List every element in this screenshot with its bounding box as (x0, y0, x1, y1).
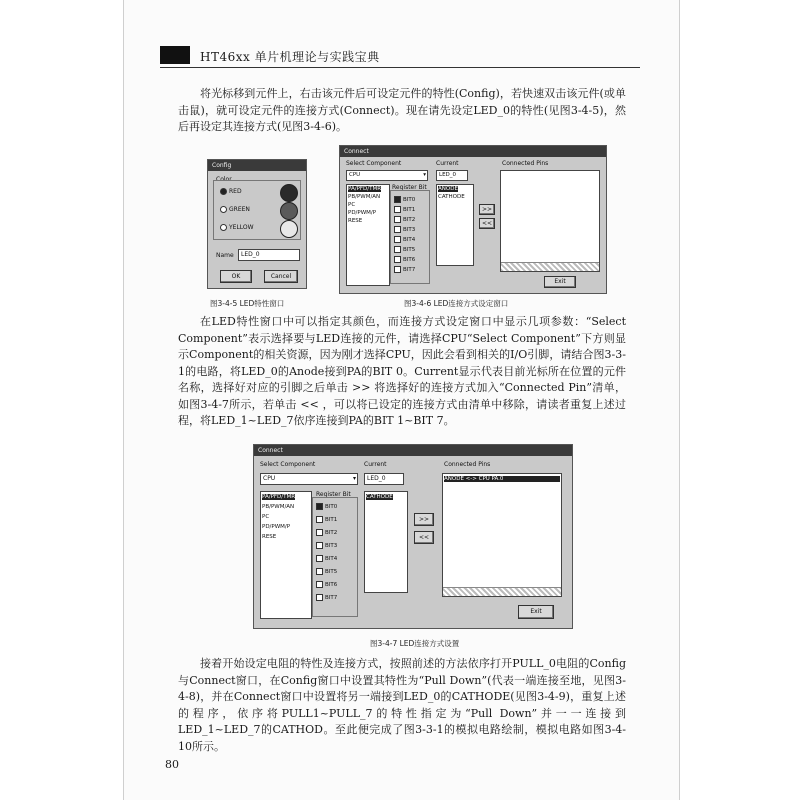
list-item[interactable]: PA/PFD/TMR (262, 494, 296, 500)
checkbox-bit7-box (316, 594, 323, 601)
checkbox-bit5-box (394, 246, 401, 253)
radio-red-indicator (220, 188, 227, 195)
ok-button[interactable]: OK (220, 270, 252, 283)
connect-dialog-large (253, 444, 573, 629)
radio-yellow[interactable] (220, 224, 254, 231)
header-rule (160, 67, 640, 68)
checkbox-bit1-label: BIT1 (403, 207, 416, 213)
component-select[interactable] (260, 473, 358, 485)
checkbox-bit2-box (394, 216, 401, 223)
remove-button[interactable]: << (414, 531, 434, 544)
add-button[interactable]: >> (479, 204, 495, 215)
add-button[interactable]: >> (414, 513, 434, 526)
checkbox-bit1-label: BIT1 (325, 517, 338, 523)
list-item[interactable]: PD/PWM/P (262, 524, 291, 530)
checkbox-bit6-label: BIT6 (403, 257, 416, 263)
cancel-button[interactable]: Cancel (264, 270, 298, 283)
checkbox-bit3-label: BIT3 (325, 543, 338, 549)
paragraph-2: 在LED特性窗口中可以指定其颜色，而连接方式设定窗口中显示几项参数：“Select Component”表示选择要与LED连接的元件，请选择CPU“Select Component”下方则显示Component的相关资源，因为刚才选择CPU，因此会看到相关的I/O引脚，请结合图3-3-1的电路，将LED_0的Anode接到PA的BIT 0。Current显示代表目前光标所在位置的元件名称，选择好对应的引脚之后单击 >> 将选择好的连接方式加入“Connected Pin”清单，如图3-4-7所示，若单击 << ，可以将已设定的连接方式由清单中移除，请读者重复上述过程，将LED_1~LED_7依序连接到PA的BIT 1~BIT 7。 (178, 315, 626, 427)
list-item[interactable]: RESE (348, 218, 363, 224)
exit-button[interactable]: Exit (518, 605, 554, 619)
checkbox-bit4-label: BIT4 (325, 556, 338, 562)
checkbox-bit5[interactable] (316, 568, 337, 575)
checkbox-bit3[interactable] (316, 542, 337, 549)
checkbox-bit0-label: BIT0 (325, 504, 338, 510)
radio-red[interactable] (220, 188, 242, 195)
checkbox-bit3-box (316, 542, 323, 549)
connect-small-title: Connect (340, 146, 606, 157)
component-list[interactable] (346, 184, 390, 286)
name-field-value: LED_0 (241, 251, 260, 258)
checkbox-bit0-box (316, 503, 323, 510)
config-title: Config (208, 160, 306, 171)
component-list[interactable] (260, 491, 312, 619)
checkbox-bit3-label: BIT3 (403, 227, 416, 233)
connected-pins-label: Connected Pins (502, 160, 549, 167)
select-component-label: Select Component (346, 160, 402, 167)
radio-green-label: GREEN (229, 206, 250, 213)
paragraph-1: 将光标移到元件上，右击该元件后可设定元件的特性(Config)，若快速双击该元件(或单击鼠)，就可设定元件的连接方式(Connect)。现在请先设定LED_0的特性(见图3-4-5)，然后再设定其连接方式(见图3-4-6)。 (178, 87, 626, 133)
config-dialog (207, 159, 307, 289)
list-item[interactable]: PD/PWM/P (348, 210, 377, 216)
current-label: Current (436, 160, 459, 167)
connect-dialog-small (339, 145, 607, 294)
remove-button[interactable]: << (479, 218, 495, 229)
checkbox-bit1-box (316, 516, 323, 523)
checkbox-bit5-box (316, 568, 323, 575)
color-group-label: Color (216, 176, 232, 183)
list-item[interactable]: PA/PFD/TMR (348, 186, 382, 192)
list-item[interactable]: ANODE (438, 186, 458, 192)
red-swatch (280, 184, 298, 202)
checkbox-bit7[interactable] (316, 594, 337, 601)
checkbox-bit0[interactable] (394, 196, 415, 203)
checkbox-bit2-label: BIT2 (403, 217, 416, 223)
checkbox-bit6-box (394, 256, 401, 263)
checkbox-bit6[interactable] (394, 256, 415, 263)
list-scrollbar[interactable] (501, 262, 599, 271)
caption-fig-3-4-6: 图3-4-6 LED连接方式设定窗口 (404, 299, 509, 308)
current-field-value: LED_0 (439, 172, 457, 178)
header-block (160, 46, 190, 64)
checkbox-bit4[interactable] (316, 555, 337, 562)
checkbox-bit2-label: BIT2 (325, 530, 338, 536)
checkbox-bit0[interactable] (316, 503, 337, 510)
list-item[interactable]: PC (348, 202, 356, 208)
checkbox-bit6-label: BIT6 (325, 582, 338, 588)
checkbox-bit0-label: BIT0 (403, 197, 416, 203)
current-list[interactable] (436, 184, 474, 266)
current-field (364, 473, 404, 485)
connected-pins-list[interactable] (500, 170, 600, 272)
checkbox-bit7-box (394, 266, 401, 273)
connected-pins-label: Connected Pins (444, 461, 491, 468)
checkbox-bit3-box (394, 226, 401, 233)
checkbox-bit6-box (316, 581, 323, 588)
component-select[interactable] (346, 170, 428, 181)
checkbox-bit4-label: BIT4 (403, 237, 416, 243)
exit-button[interactable]: Exit (544, 276, 576, 288)
checkbox-bit5-label: BIT5 (325, 569, 338, 575)
checkbox-bit5-label: BIT5 (403, 247, 416, 253)
checkbox-bit2-box (316, 529, 323, 536)
checkbox-bit7-label: BIT7 (325, 595, 338, 601)
radio-green[interactable] (220, 206, 250, 213)
radio-red-label: RED (229, 188, 242, 195)
list-item[interactable]: CATHODE (438, 194, 465, 200)
list-item[interactable]: CATHODE (366, 494, 393, 500)
running-header: HT46xx 单片机理论与实践宝典 (200, 50, 380, 64)
list-item[interactable]: RESE (262, 534, 277, 540)
connected-pins-list[interactable] (442, 473, 562, 597)
current-field-value: LED_0 (367, 475, 386, 482)
component-select-value: CPU (263, 475, 276, 482)
list-item[interactable]: PB/PWM/AN (262, 504, 295, 510)
checkbox-bit0-box (394, 196, 401, 203)
list-item[interactable]: PB/PWM/AN (348, 194, 381, 200)
yellow-swatch (280, 220, 298, 238)
radio-yellow-indicator (220, 224, 227, 231)
radio-yellow-label: YELLOW (229, 224, 254, 231)
current-list[interactable] (364, 491, 408, 593)
list-item[interactable]: PC (262, 514, 270, 520)
page-number: 80 (165, 758, 179, 771)
chevron-down-icon: ▾ (423, 172, 426, 178)
green-swatch (280, 202, 298, 220)
connect-large-title: Connect (254, 445, 572, 456)
component-select-value: CPU (349, 172, 361, 178)
list-scrollbar[interactable] (443, 587, 561, 596)
checkbox-bit7-label: BIT7 (403, 267, 416, 273)
select-component-label: Select Component (260, 461, 316, 468)
checkbox-bit7[interactable] (394, 266, 415, 273)
checkbox-bit1[interactable] (394, 206, 415, 213)
caption-fig-3-4-7: 图3-4-7 LED连接方式设置 (370, 639, 460, 648)
paragraph-3: 接着开始设定电阻的特性及连接方式，按照前述的方法依序打开PULL_0电阻的Config与Connect窗口，在Config窗口中设置其特性为“Pull Down”(代表一端连接至地，见图3-4-8)，并在Connect窗口中设置将另一端接到LED_0的CATHODE(见图3-4-9)，重复上述的程序，依序将PULL1~PULL_7的特性指定为“Pull Down”并一一连接到LED_1~LED_7的CATHOD。至此便完成了图3-3-1的模拟电路绘制，模拟电路如图3-4-10所示。 (178, 657, 626, 753)
checkbox-bit5[interactable] (394, 246, 415, 253)
name-label: Name (216, 252, 234, 259)
checkbox-bit4-box (316, 555, 323, 562)
current-label: Current (364, 461, 387, 468)
checkbox-bit4-box (394, 236, 401, 243)
checkbox-bit1[interactable] (316, 516, 337, 523)
checkbox-bit2[interactable] (316, 529, 337, 536)
checkbox-bit4[interactable] (394, 236, 415, 243)
name-field[interactable] (238, 249, 300, 261)
checkbox-bit2[interactable] (394, 216, 415, 223)
radio-green-indicator (220, 206, 227, 213)
register-bit-label: Register Bit (316, 491, 351, 498)
register-bit-label: Register Bit (392, 184, 427, 191)
caption-fig-3-4-5: 图3-4-5 LED特性窗口 (210, 299, 285, 308)
checkbox-bit6[interactable] (316, 581, 337, 588)
current-field (436, 170, 468, 181)
checkbox-bit3[interactable] (394, 226, 415, 233)
checkbox-bit1-box (394, 206, 401, 213)
list-item[interactable]: ANODE <-> CPU PA.0 (444, 476, 560, 482)
chevron-down-icon: ▾ (352, 475, 356, 482)
